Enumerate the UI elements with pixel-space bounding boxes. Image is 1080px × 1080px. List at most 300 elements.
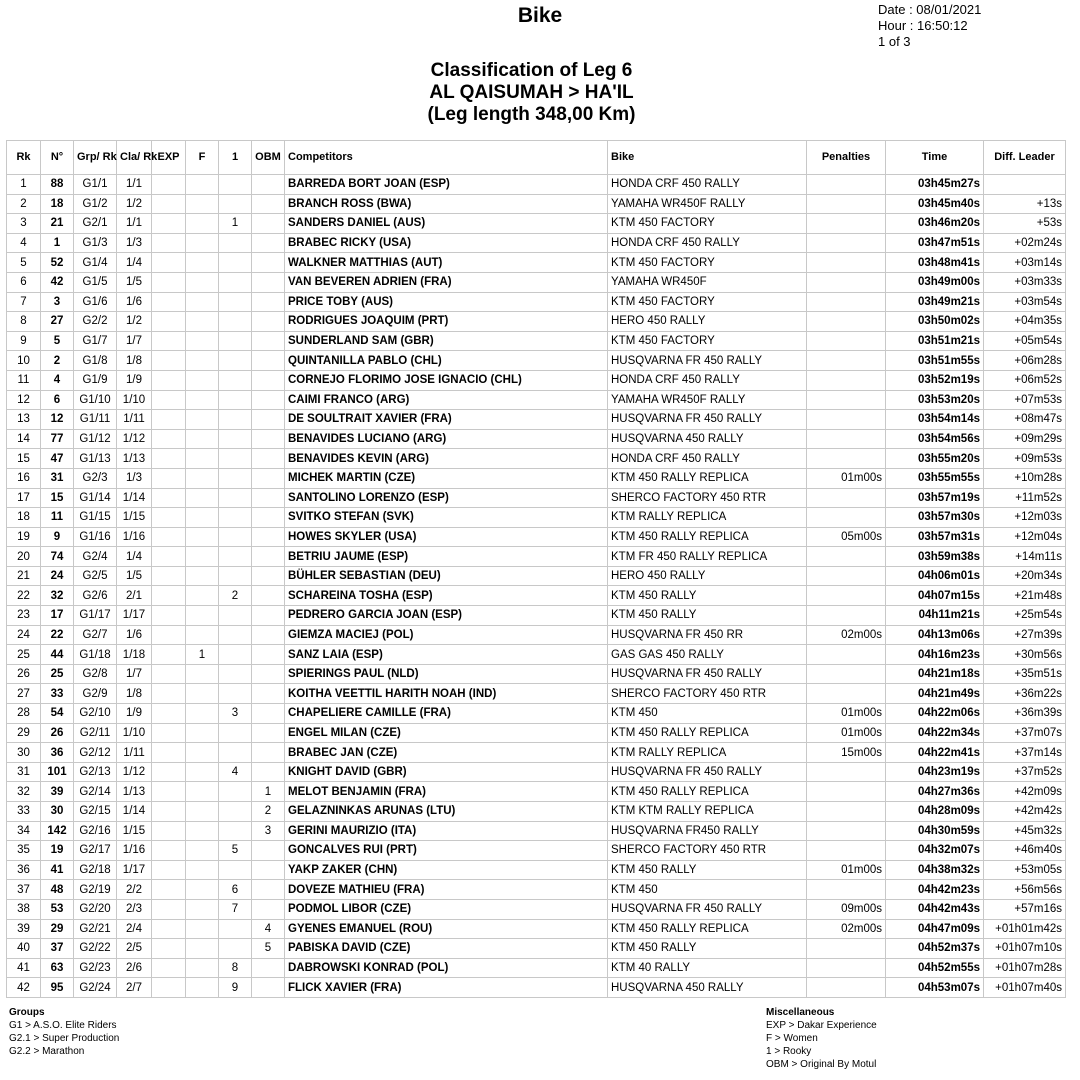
time-cell: 03h46m20s xyxy=(886,214,984,234)
time-cell: 04h13m06s xyxy=(886,625,984,645)
class-rank-cell: 1/12 xyxy=(117,429,152,449)
class-rank-cell: 1/11 xyxy=(117,743,152,763)
bib-number-cell: 54 xyxy=(41,704,74,724)
class-rank-cell: 1/12 xyxy=(117,762,152,782)
penalty-cell: 15m00s xyxy=(807,743,886,763)
penalty-cell xyxy=(807,292,886,312)
women-cell xyxy=(186,743,219,763)
bike-cell: KTM 450 xyxy=(608,880,807,900)
time-cell: 03h51m21s xyxy=(886,331,984,351)
bib-number-cell: 63 xyxy=(41,958,74,978)
leg-route: AL QAISUMAH > HA'IL xyxy=(429,82,634,103)
women-cell xyxy=(186,488,219,508)
table-row xyxy=(7,292,1066,312)
competitor-cell: GIEMZA MACIEJ (POL) xyxy=(285,625,608,645)
rank-cell: 29 xyxy=(7,723,41,743)
bike-cell: KTM 450 RALLY REPLICA xyxy=(608,919,807,939)
competitor-cell: GELAZNINKAS ARUNAS (LTU) xyxy=(285,802,608,822)
rooky-cell xyxy=(219,449,252,469)
bib-number-cell: 44 xyxy=(41,645,74,665)
diff-cell: +42m09s xyxy=(984,782,1066,802)
women-cell xyxy=(186,253,219,273)
penalty-cell xyxy=(807,488,886,508)
rooky-cell xyxy=(219,782,252,802)
competitor-cell: MICHEK MARTIN (CZE) xyxy=(285,468,608,488)
group-rank-cell: G1/12 xyxy=(74,429,117,449)
competitor-cell: DOVEZE MATHIEU (FRA) xyxy=(285,880,608,900)
obm-cell xyxy=(252,860,285,880)
rank-cell: 8 xyxy=(7,312,41,332)
women-cell xyxy=(186,214,219,234)
time-cell: 03h57m30s xyxy=(886,508,984,528)
table-row xyxy=(7,312,1066,332)
group-rank-cell: G1/13 xyxy=(74,449,117,469)
rooky-cell xyxy=(219,429,252,449)
time-cell: 04h53m07s xyxy=(886,978,984,998)
penalty-cell xyxy=(807,175,886,195)
bike-cell: HUSQVARNA FR 450 RALLY xyxy=(608,351,807,371)
rank-cell: 42 xyxy=(7,978,41,998)
women-cell xyxy=(186,704,219,724)
penalty-cell xyxy=(807,664,886,684)
exp-cell xyxy=(152,919,186,939)
penalty-cell: 09m00s xyxy=(807,899,886,919)
women-cell xyxy=(186,292,219,312)
time-cell: 03h55m20s xyxy=(886,449,984,469)
rooky-cell xyxy=(219,233,252,253)
obm-cell xyxy=(252,449,285,469)
obm-cell: 4 xyxy=(252,919,285,939)
time-cell: 04h38m32s xyxy=(886,860,984,880)
time-cell: 03h51m55s xyxy=(886,351,984,371)
bib-number-cell: 26 xyxy=(41,723,74,743)
bib-number-cell: 30 xyxy=(41,802,74,822)
women-cell xyxy=(186,410,219,430)
diff-cell: +27m39s xyxy=(984,625,1066,645)
penalty-cell xyxy=(807,214,886,234)
bib-number-cell: 88 xyxy=(41,175,74,195)
rooky-cell xyxy=(219,331,252,351)
class-rank-cell: 1/7 xyxy=(117,331,152,351)
group-rank-cell: G2/22 xyxy=(74,939,117,959)
competitor-cell: BETRIU JAUME (ESP) xyxy=(285,547,608,567)
bib-number-cell: 47 xyxy=(41,449,74,469)
women-cell xyxy=(186,449,219,469)
bike-cell: KTM RALLY REPLICA xyxy=(608,743,807,763)
penalty-cell xyxy=(807,390,886,410)
table-row xyxy=(7,272,1066,292)
diff-cell: +06m28s xyxy=(984,351,1066,371)
class-rank-cell: 1/13 xyxy=(117,449,152,469)
obm-cell xyxy=(252,390,285,410)
exp-cell xyxy=(152,547,186,567)
women-cell xyxy=(186,762,219,782)
bib-number-cell: 6 xyxy=(41,390,74,410)
penalty-cell xyxy=(807,449,886,469)
bib-number-cell: 9 xyxy=(41,527,74,547)
group-rank-cell: G2/24 xyxy=(74,978,117,998)
rank-cell: 41 xyxy=(7,958,41,978)
exp-cell xyxy=(152,351,186,371)
competitor-cell: DE SOULTRAIT XAVIER (FRA) xyxy=(285,410,608,430)
obm-cell xyxy=(252,684,285,704)
obm-cell xyxy=(252,429,285,449)
diff-cell: +12m03s xyxy=(984,508,1066,528)
competitor-cell: WALKNER MATTHIAS (AUT) xyxy=(285,253,608,273)
col-penalties: Penalties xyxy=(807,141,886,175)
group-rank-cell: G2/8 xyxy=(74,664,117,684)
class-rank-cell: 2/7 xyxy=(117,978,152,998)
penalty-cell xyxy=(807,802,886,822)
col-obm: OBM xyxy=(252,141,285,175)
bib-number-cell: 18 xyxy=(41,194,74,214)
competitor-cell: GERINI MAURIZIO (ITA) xyxy=(285,821,608,841)
diff-cell: +37m52s xyxy=(984,762,1066,782)
competitor-cell: GONCALVES RUI (PRT) xyxy=(285,841,608,861)
penalty-cell xyxy=(807,762,886,782)
time-cell: 04h22m41s xyxy=(886,743,984,763)
rooky-cell xyxy=(219,919,252,939)
exp-cell xyxy=(152,743,186,763)
table-row xyxy=(7,370,1066,390)
time-cell: 03h47m51s xyxy=(886,233,984,253)
obm-cell xyxy=(252,488,285,508)
class-rank-cell: 1/6 xyxy=(117,292,152,312)
rooky-cell: 3 xyxy=(219,704,252,724)
penalty-cell xyxy=(807,370,886,390)
col-exp: EXP xyxy=(152,141,186,175)
obm-cell xyxy=(252,508,285,528)
diff-cell: +01h07m10s xyxy=(984,939,1066,959)
table-row xyxy=(7,704,1066,724)
rooky-cell: 9 xyxy=(219,978,252,998)
group-rank-cell: G1/5 xyxy=(74,272,117,292)
rooky-cell xyxy=(219,723,252,743)
col-group-rank: Grp/ Rk xyxy=(74,141,117,175)
time-cell: 04h30m59s xyxy=(886,821,984,841)
penalty-cell xyxy=(807,841,886,861)
bike-cell: SHERCO FACTORY 450 RTR xyxy=(608,841,807,861)
diff-cell: +12m04s xyxy=(984,527,1066,547)
class-rank-cell: 2/3 xyxy=(117,899,152,919)
rank-cell: 17 xyxy=(7,488,41,508)
rank-cell: 28 xyxy=(7,704,41,724)
group-rank-cell: G2/9 xyxy=(74,684,117,704)
table-row xyxy=(7,331,1066,351)
group-rank-cell: G2/23 xyxy=(74,958,117,978)
table-row xyxy=(7,527,1066,547)
bike-cell: KTM 450 xyxy=(608,704,807,724)
class-rank-cell: 1/14 xyxy=(117,488,152,508)
obm-cell xyxy=(252,370,285,390)
women-cell xyxy=(186,194,219,214)
bike-cell: HERO 450 RALLY xyxy=(608,566,807,586)
rank-cell: 16 xyxy=(7,468,41,488)
time-cell: 03h49m21s xyxy=(886,292,984,312)
diff-cell: +36m22s xyxy=(984,684,1066,704)
bib-number-cell: 33 xyxy=(41,684,74,704)
table-row xyxy=(7,390,1066,410)
penalty-cell xyxy=(807,410,886,430)
rank-cell: 11 xyxy=(7,370,41,390)
bib-number-cell: 39 xyxy=(41,782,74,802)
rooky-cell xyxy=(219,566,252,586)
bike-cell: HUSQVARNA FR 450 RR xyxy=(608,625,807,645)
rank-cell: 3 xyxy=(7,214,41,234)
class-rank-cell: 1/17 xyxy=(117,860,152,880)
bib-number-cell: 32 xyxy=(41,586,74,606)
diff-cell: +30m56s xyxy=(984,645,1066,665)
bib-number-cell: 5 xyxy=(41,331,74,351)
group-rank-cell: G1/4 xyxy=(74,253,117,273)
obm-cell xyxy=(252,978,285,998)
diff-cell: +21m48s xyxy=(984,586,1066,606)
obm-cell xyxy=(252,723,285,743)
table-row xyxy=(7,919,1066,939)
competitor-cell: QUINTANILLA PABLO (CHL) xyxy=(285,351,608,371)
competitor-cell: PABISKA DAVID (CZE) xyxy=(285,939,608,959)
time-cell: 03h59m38s xyxy=(886,547,984,567)
obm-cell: 3 xyxy=(252,821,285,841)
rank-cell: 31 xyxy=(7,762,41,782)
bike-cell: HUSQVARNA FR450 RALLY xyxy=(608,821,807,841)
bike-cell: HUSQVARNA FR 450 RALLY xyxy=(608,899,807,919)
class-rank-cell: 1/2 xyxy=(117,312,152,332)
rooky-cell xyxy=(219,312,252,332)
bike-cell: KTM 450 RALLY xyxy=(608,860,807,880)
diff-cell: +03m14s xyxy=(984,253,1066,273)
rooky-cell xyxy=(219,390,252,410)
class-rank-cell: 2/6 xyxy=(117,958,152,978)
time-cell: 04h21m18s xyxy=(886,664,984,684)
rank-cell: 24 xyxy=(7,625,41,645)
women-cell xyxy=(186,586,219,606)
bike-cell: KTM 450 RALLY xyxy=(608,586,807,606)
rooky-cell xyxy=(219,860,252,880)
time-cell: 04h21m49s xyxy=(886,684,984,704)
diff-cell: +01h07m40s xyxy=(984,978,1066,998)
class-rank-cell: 1/15 xyxy=(117,821,152,841)
rank-cell: 26 xyxy=(7,664,41,684)
group-rank-cell: G1/10 xyxy=(74,390,117,410)
group-rank-cell: G1/2 xyxy=(74,194,117,214)
exp-cell xyxy=(152,841,186,861)
penalty-cell xyxy=(807,331,886,351)
women-cell xyxy=(186,390,219,410)
class-rank-cell: 1/1 xyxy=(117,175,152,195)
bike-cell: KTM RALLY REPLICA xyxy=(608,508,807,528)
diff-cell: +10m28s xyxy=(984,468,1066,488)
rank-cell: 40 xyxy=(7,939,41,959)
table-row xyxy=(7,664,1066,684)
women-cell xyxy=(186,723,219,743)
exp-cell xyxy=(152,606,186,626)
bib-number-cell: 29 xyxy=(41,919,74,939)
class-rank-cell: 2/2 xyxy=(117,880,152,900)
exp-cell xyxy=(152,390,186,410)
table-row xyxy=(7,743,1066,763)
rooky-cell xyxy=(219,370,252,390)
diff-cell: +14m11s xyxy=(984,547,1066,567)
rank-cell: 13 xyxy=(7,410,41,430)
penalty-cell xyxy=(807,566,886,586)
diff-cell: +05m54s xyxy=(984,331,1066,351)
rank-cell: 1 xyxy=(7,175,41,195)
competitor-cell: CORNEJO FLORIMO JOSE IGNACIO (CHL) xyxy=(285,370,608,390)
table-row xyxy=(7,508,1066,528)
groups-legend-heading: Groups xyxy=(9,1007,45,1018)
rooky-cell xyxy=(219,802,252,822)
competitor-cell: SANZ LAIA (ESP) xyxy=(285,645,608,665)
exp-cell xyxy=(152,802,186,822)
groups-legend-item: G1 > A.S.O. Elite Riders xyxy=(9,1020,117,1031)
group-rank-cell: G1/7 xyxy=(74,331,117,351)
groups-legend-item: G2.1 > Super Production xyxy=(9,1033,120,1044)
bib-number-cell: 48 xyxy=(41,880,74,900)
diff-cell: +03m54s xyxy=(984,292,1066,312)
rank-cell: 35 xyxy=(7,841,41,861)
obm-cell xyxy=(252,841,285,861)
class-rank-cell: 1/8 xyxy=(117,684,152,704)
rank-cell: 27 xyxy=(7,684,41,704)
table-row xyxy=(7,684,1066,704)
group-rank-cell: G1/14 xyxy=(74,488,117,508)
rank-cell: 33 xyxy=(7,802,41,822)
women-cell xyxy=(186,370,219,390)
exp-cell xyxy=(152,586,186,606)
rooky-cell xyxy=(219,292,252,312)
exp-cell xyxy=(152,860,186,880)
table-row xyxy=(7,958,1066,978)
obm-cell xyxy=(252,880,285,900)
bib-number-cell: 1 xyxy=(41,233,74,253)
exp-cell xyxy=(152,253,186,273)
rooky-cell xyxy=(219,527,252,547)
table-row xyxy=(7,175,1066,195)
competitor-cell: ENGEL MILAN (CZE) xyxy=(285,723,608,743)
women-cell xyxy=(186,233,219,253)
time-cell: 04h28m09s xyxy=(886,802,984,822)
women-cell xyxy=(186,527,219,547)
time-cell: 04h22m06s xyxy=(886,704,984,724)
bib-number-cell: 3 xyxy=(41,292,74,312)
penalty-cell xyxy=(807,253,886,273)
table-row xyxy=(7,899,1066,919)
diff-cell: +08m47s xyxy=(984,410,1066,430)
table-row xyxy=(7,214,1066,234)
class-rank-cell: 1/15 xyxy=(117,508,152,528)
exp-cell xyxy=(152,625,186,645)
rooky-cell: 2 xyxy=(219,586,252,606)
col-rooky: 1 xyxy=(219,141,252,175)
rooky-cell xyxy=(219,645,252,665)
time-cell: 04h47m09s xyxy=(886,919,984,939)
class-rank-cell: 1/8 xyxy=(117,351,152,371)
class-rank-cell: 1/4 xyxy=(117,253,152,273)
bike-cell: GAS GAS 450 RALLY xyxy=(608,645,807,665)
rank-cell: 10 xyxy=(7,351,41,371)
table-row xyxy=(7,762,1066,782)
obm-cell: 1 xyxy=(252,782,285,802)
diff-cell: +01h01m42s xyxy=(984,919,1066,939)
women-cell xyxy=(186,841,219,861)
penalty-cell: 02m00s xyxy=(807,625,886,645)
table-row xyxy=(7,782,1066,802)
competitor-cell: RODRIGUES JOAQUIM (PRT) xyxy=(285,312,608,332)
exp-cell xyxy=(152,958,186,978)
women-cell xyxy=(186,566,219,586)
obm-cell xyxy=(252,331,285,351)
women-cell xyxy=(186,664,219,684)
penalty-cell xyxy=(807,272,886,292)
group-rank-cell: G2/14 xyxy=(74,782,117,802)
competitor-cell: PODMOL LIBOR (CZE) xyxy=(285,899,608,919)
women-cell xyxy=(186,978,219,998)
group-rank-cell: G2/5 xyxy=(74,566,117,586)
class-rank-cell: 1/16 xyxy=(117,527,152,547)
table-row xyxy=(7,488,1066,508)
obm-cell xyxy=(252,272,285,292)
table-body xyxy=(7,175,1066,998)
women-cell xyxy=(186,782,219,802)
class-rank-cell: 2/4 xyxy=(117,919,152,939)
page-number: 1 of 3 xyxy=(878,34,911,49)
competitor-cell: SANTOLINO LORENZO (ESP) xyxy=(285,488,608,508)
col-diff-leader: Diff. Leader xyxy=(984,141,1066,175)
rank-cell: 34 xyxy=(7,821,41,841)
rooky-cell xyxy=(219,351,252,371)
competitor-cell: KOITHA VEETTIL HARITH NOAH (IND) xyxy=(285,684,608,704)
table-row xyxy=(7,410,1066,430)
time-cell: 03h45m27s xyxy=(886,175,984,195)
bike-cell: HUSQVARNA 450 RALLY xyxy=(608,978,807,998)
rank-cell: 18 xyxy=(7,508,41,528)
report-hour: Hour : 16:50:12 xyxy=(878,18,968,33)
obm-cell xyxy=(252,468,285,488)
bib-number-cell: 53 xyxy=(41,899,74,919)
penalty-cell xyxy=(807,547,886,567)
time-cell: 03h49m00s xyxy=(886,272,984,292)
bib-number-cell: 21 xyxy=(41,214,74,234)
rooky-cell xyxy=(219,468,252,488)
rooky-cell: 4 xyxy=(219,762,252,782)
rank-cell: 7 xyxy=(7,292,41,312)
col-women: F xyxy=(186,141,219,175)
class-rank-cell: 1/10 xyxy=(117,390,152,410)
group-rank-cell: G2/10 xyxy=(74,704,117,724)
class-rank-cell: 1/5 xyxy=(117,566,152,586)
diff-cell: +09m53s xyxy=(984,449,1066,469)
obm-cell: 2 xyxy=(252,802,285,822)
women-cell xyxy=(186,468,219,488)
rank-cell: 9 xyxy=(7,331,41,351)
table-row xyxy=(7,351,1066,371)
rooky-cell xyxy=(219,253,252,273)
diff-cell: +37m07s xyxy=(984,723,1066,743)
women-cell xyxy=(186,919,219,939)
obm-cell xyxy=(252,625,285,645)
table-row xyxy=(7,625,1066,645)
rooky-cell xyxy=(219,508,252,528)
obm-cell xyxy=(252,233,285,253)
rank-cell: 23 xyxy=(7,606,41,626)
competitor-cell: BENAVIDES KEVIN (ARG) xyxy=(285,449,608,469)
competitor-cell: SUNDERLAND SAM (GBR) xyxy=(285,331,608,351)
class-rank-cell: 1/13 xyxy=(117,782,152,802)
obm-cell xyxy=(252,175,285,195)
bike-cell: HONDA CRF 450 RALLY xyxy=(608,370,807,390)
competitor-cell: DABROWSKI KONRAD (POL) xyxy=(285,958,608,978)
